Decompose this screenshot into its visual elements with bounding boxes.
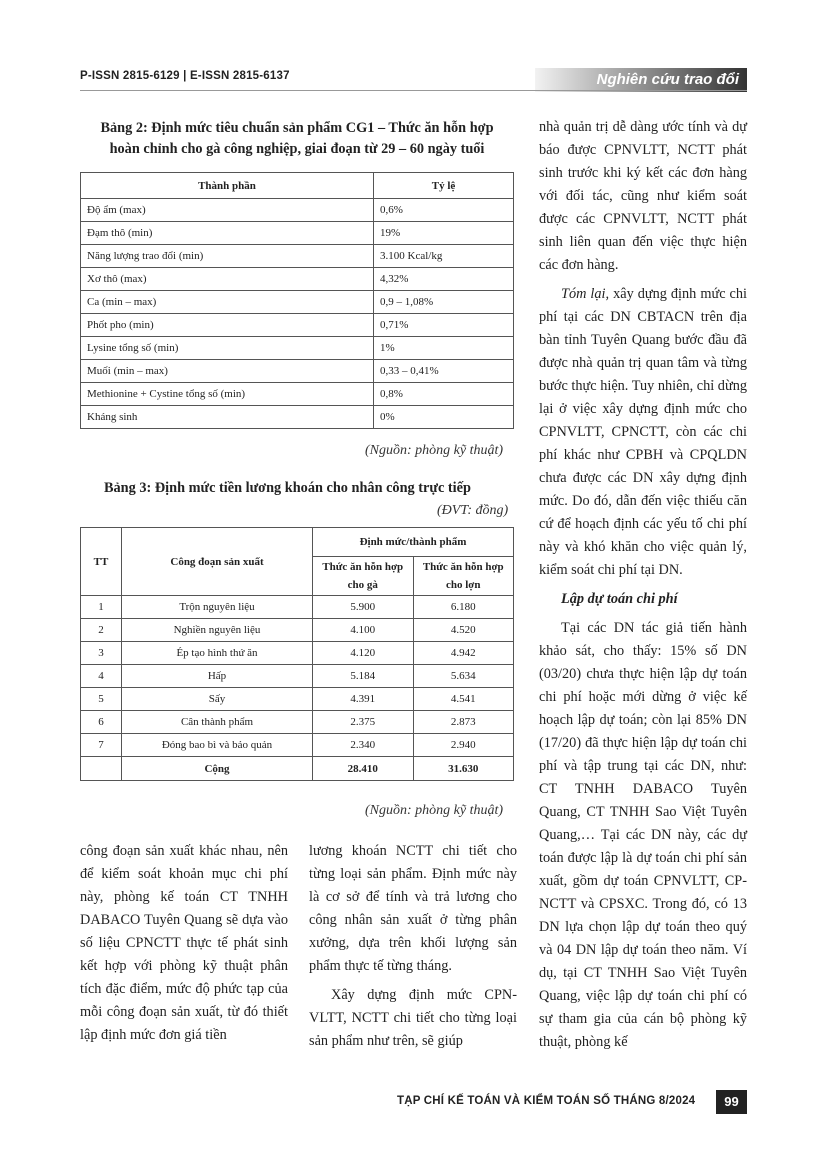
stage-cell: Sấy — [122, 688, 313, 711]
component-cell: Ca (min – max) — [81, 291, 374, 314]
tt-cell: 3 — [81, 642, 122, 665]
body-column-1 — [80, 840, 288, 1053]
table-row — [81, 619, 514, 642]
stage-cell: Ép tạo hình thứ ăn — [122, 642, 313, 665]
tt-cell: 7 — [81, 734, 122, 757]
table3-caption: Bảng 3: Định mức tiền lương khoán cho nhân công trực tiếp — [104, 480, 471, 496]
table-cell — [81, 757, 122, 781]
paragraph-text: xây dựng định mức chi phí tại các DN CBTACN trên địa bàn tỉnh Tuyên Quang bước đầu đã được nhà quản trị quan tâm và từng bước thực hiện. Tuy nhiên, chỉ dừng lại ở việc xây dựng định mức cho CPNVLTT, CPNCTT, còn các chi phí khác như CPBH và CPQLDN chưa được các DN xây dựng định mức. Do đó, dẫn đến việc thiếu căn cứ để hoạch định các yếu tố chi phí này và khó khăn cho việc quản lý, kiểm soát chi phí tại DN. — [539, 286, 747, 578]
component-cell: Muối (min – max) — [81, 360, 374, 383]
tt-cell: 5 — [81, 688, 122, 711]
ratio-cell: 0,8% — [374, 383, 514, 406]
table-row — [81, 383, 514, 406]
component-cell: Lysine tổng số (min) — [81, 337, 374, 360]
chicken-cell: 2.340 — [313, 734, 414, 757]
journal-footer: TẠP CHÍ KẾ TOÁN VÀ KIỂM TOÁN SỐ THÁNG 8/2024 — [397, 1095, 696, 1107]
total-label: Cộng — [122, 757, 313, 781]
ratio-cell: 0,6% — [374, 199, 514, 222]
stage-cell: Cân thành phẩm — [122, 711, 313, 734]
table-row — [81, 314, 514, 337]
lead-phrase: Tóm lại, — [561, 286, 610, 302]
table-row — [81, 406, 514, 429]
ratio-cell: 0,71% — [374, 314, 514, 337]
stage-cell: Hấp — [122, 665, 313, 688]
ratio-cell: 19% — [374, 222, 514, 245]
ratio-cell: 0,9 – 1,08% — [374, 291, 514, 314]
table2 — [80, 172, 514, 429]
stage-cell: Đóng bao bì và bảo quản — [122, 734, 313, 757]
component-cell: Độ ẩm (max) — [81, 199, 374, 222]
component-cell: Đạm thô (min) — [81, 222, 374, 245]
table3-source: (Nguồn: phòng kỹ thuật) — [365, 803, 504, 818]
table-row — [81, 734, 514, 757]
tt-cell: 6 — [81, 711, 122, 734]
paragraph: Xây dựng định mức CPN-VLTT, NCTT chi tiết cho từng loại sản phẩm như trên, sẽ giúp — [309, 987, 517, 1049]
table-row — [81, 596, 514, 619]
table-row — [81, 245, 514, 268]
pig-cell: 4.541 — [413, 688, 514, 711]
ratio-cell: 4,32% — [374, 268, 514, 291]
pig-cell: 5.634 — [413, 665, 514, 688]
table-row — [81, 711, 514, 734]
component-cell: Năng lượng trao đổi (min) — [81, 245, 374, 268]
table-header-row — [81, 173, 514, 199]
total-row — [81, 757, 514, 781]
header-text: cho lợn — [445, 579, 481, 591]
table-row — [81, 222, 514, 245]
table-row — [81, 291, 514, 314]
pig-cell: 4.942 — [413, 642, 514, 665]
table2-source: (Nguồn: phòng kỹ thuật) — [365, 443, 504, 458]
paragraph — [539, 283, 747, 582]
stage-cell: Nghiền nguyên liệu — [122, 619, 313, 642]
paragraph: Tại các DN tác giả tiến hành khảo sát, cho thấy: 15% số DN (03/20) chưa thực hiện lập dự toán chi phí hoặc mới dừng ở việc kế hoạch lập dự toán; còn lại 85% DN (17/20) đã thực hiện lập dự toán chi phí và tập trung tại các DN, như: CT TNHH DABACO Tuyên Quang, CT TNHH Sao Việt Tuyên Quang,… Tại các DN này, các dự toán được lập là dự toán chi phí sản xuất, gồm dự toán CPNVLTT, CP-NCTT và CPSXC. Trong đó, có 13 DN lựa chọn lập dự toán theo quý và 04 DN lập dự toán theo năm. Ví dụ, tại CT TNHH Sao Việt Tuyên Quang, việc lập dự toán chi phí có sự tham gia của cán bộ phòng kỹ thuật, phòng kế — [539, 620, 747, 1050]
column-header-group: Định mức/thành phẩm — [313, 528, 514, 557]
section-heading: Lập dự toán chi phí — [561, 591, 678, 607]
paragraph: công đoạn sản xuất khác nhau, nên để kiểm soát khoản mục chi phí này, phòng kế toán CT TNHH DABACO Tuyên Quang sẽ dựa vào số liệu CPNCTT thực tế phát sinh kết hợp với phòng kỹ thuật phân tích đặc điểm, mức độ phức tạp của mỗi công đoạn sản xuất, từ đó thiết lập định mức đơn giá tiền — [80, 843, 288, 1043]
component-cell: Methionine + Cystine tổng số (min) — [81, 383, 374, 406]
table2-caption-line1: Bảng 2: Định mức tiêu chuẩn sản phẩm CG1 – Thức ăn hỗn hợp — [100, 120, 494, 136]
chicken-cell: 4.120 — [313, 642, 414, 665]
table-header-row — [81, 528, 514, 557]
section-banner — [535, 68, 747, 92]
column-header-pig — [413, 557, 514, 596]
pig-cell: 2.940 — [413, 734, 514, 757]
ratio-cell: 0% — [374, 406, 514, 429]
chicken-cell: 4.391 — [313, 688, 414, 711]
table-row — [81, 665, 514, 688]
column-header-ratio: Tỷ lệ — [374, 173, 514, 199]
table-row — [81, 688, 514, 711]
component-cell: Phốt pho (min) — [81, 314, 374, 337]
table3 — [80, 527, 514, 781]
page-number: 99 — [716, 1090, 747, 1114]
paragraph: nhà quản trị dễ dàng ước tính và dự báo được CPNVLTT, NCTT phát sinh trước khi ký kết các đơn hàng với đối tác, cũng như kiểm soát được các CPNVLTT, NCTT phát sinh liên quan đến việc thực hiện các đơn hàng. — [539, 119, 747, 273]
chicken-cell: 2.375 — [313, 711, 414, 734]
ratio-cell: 1% — [374, 337, 514, 360]
column-header-component: Thành phần — [81, 173, 374, 199]
component-cell: Xơ thô (max) — [81, 268, 374, 291]
stage-cell: Trộn nguyên liệu — [122, 596, 313, 619]
header-text: cho gà — [347, 579, 378, 591]
ratio-cell: 3.100 Kcal/kg — [374, 245, 514, 268]
header-divider — [80, 90, 747, 91]
table-row — [81, 337, 514, 360]
table2-body — [81, 199, 514, 429]
ratio-cell: 0,33 – 0,41% — [374, 360, 514, 383]
table2-caption — [80, 118, 514, 160]
table-row — [81, 268, 514, 291]
total-chicken: 28.410 — [313, 757, 414, 781]
pig-cell: 2.873 — [413, 711, 514, 734]
header-text: Thức ăn hỗn hợp — [322, 561, 404, 573]
section-title: Nghiên cứu trao đổi — [596, 71, 739, 88]
table-row — [81, 360, 514, 383]
chicken-cell: 4.100 — [313, 619, 414, 642]
chicken-cell: 5.184 — [313, 665, 414, 688]
paragraph: lương khoán NCTT chi tiết cho từng loại sản phẩm. Định mức này là cơ sở để tính và trả lương cho công nhân sản xuất ở từng phân xưởng, dựa trên khối lượng sản phẩm thực tế từng tháng. — [309, 843, 517, 974]
header-text: Thức ăn hỗn hợp — [422, 561, 504, 573]
total-pig: 31.630 — [413, 757, 514, 781]
issn-label: P-ISSN 2815-6129 | E-ISSN 2815-6137 — [80, 70, 290, 82]
table3-body — [81, 596, 514, 757]
column-header-chicken — [313, 557, 414, 596]
column-header-stage: Công đoạn sản xuất — [122, 528, 313, 596]
table-row — [81, 642, 514, 665]
pig-cell: 4.520 — [413, 619, 514, 642]
body-column-3 — [539, 116, 747, 1060]
tt-cell: 1 — [81, 596, 122, 619]
tt-cell: 2 — [81, 619, 122, 642]
table2-caption-line2: hoàn chỉnh cho gà công nghiệp, giai đoạn từ 29 – 60 ngày tuổi — [109, 141, 485, 157]
column-header-tt: TT — [81, 528, 122, 596]
table3-unit: (ĐVT: đồng) — [437, 503, 509, 518]
tt-cell: 4 — [81, 665, 122, 688]
chicken-cell: 5.900 — [313, 596, 414, 619]
table-row — [81, 199, 514, 222]
body-column-2 — [309, 840, 517, 1059]
pig-cell: 6.180 — [413, 596, 514, 619]
component-cell: Kháng sinh — [81, 406, 374, 429]
